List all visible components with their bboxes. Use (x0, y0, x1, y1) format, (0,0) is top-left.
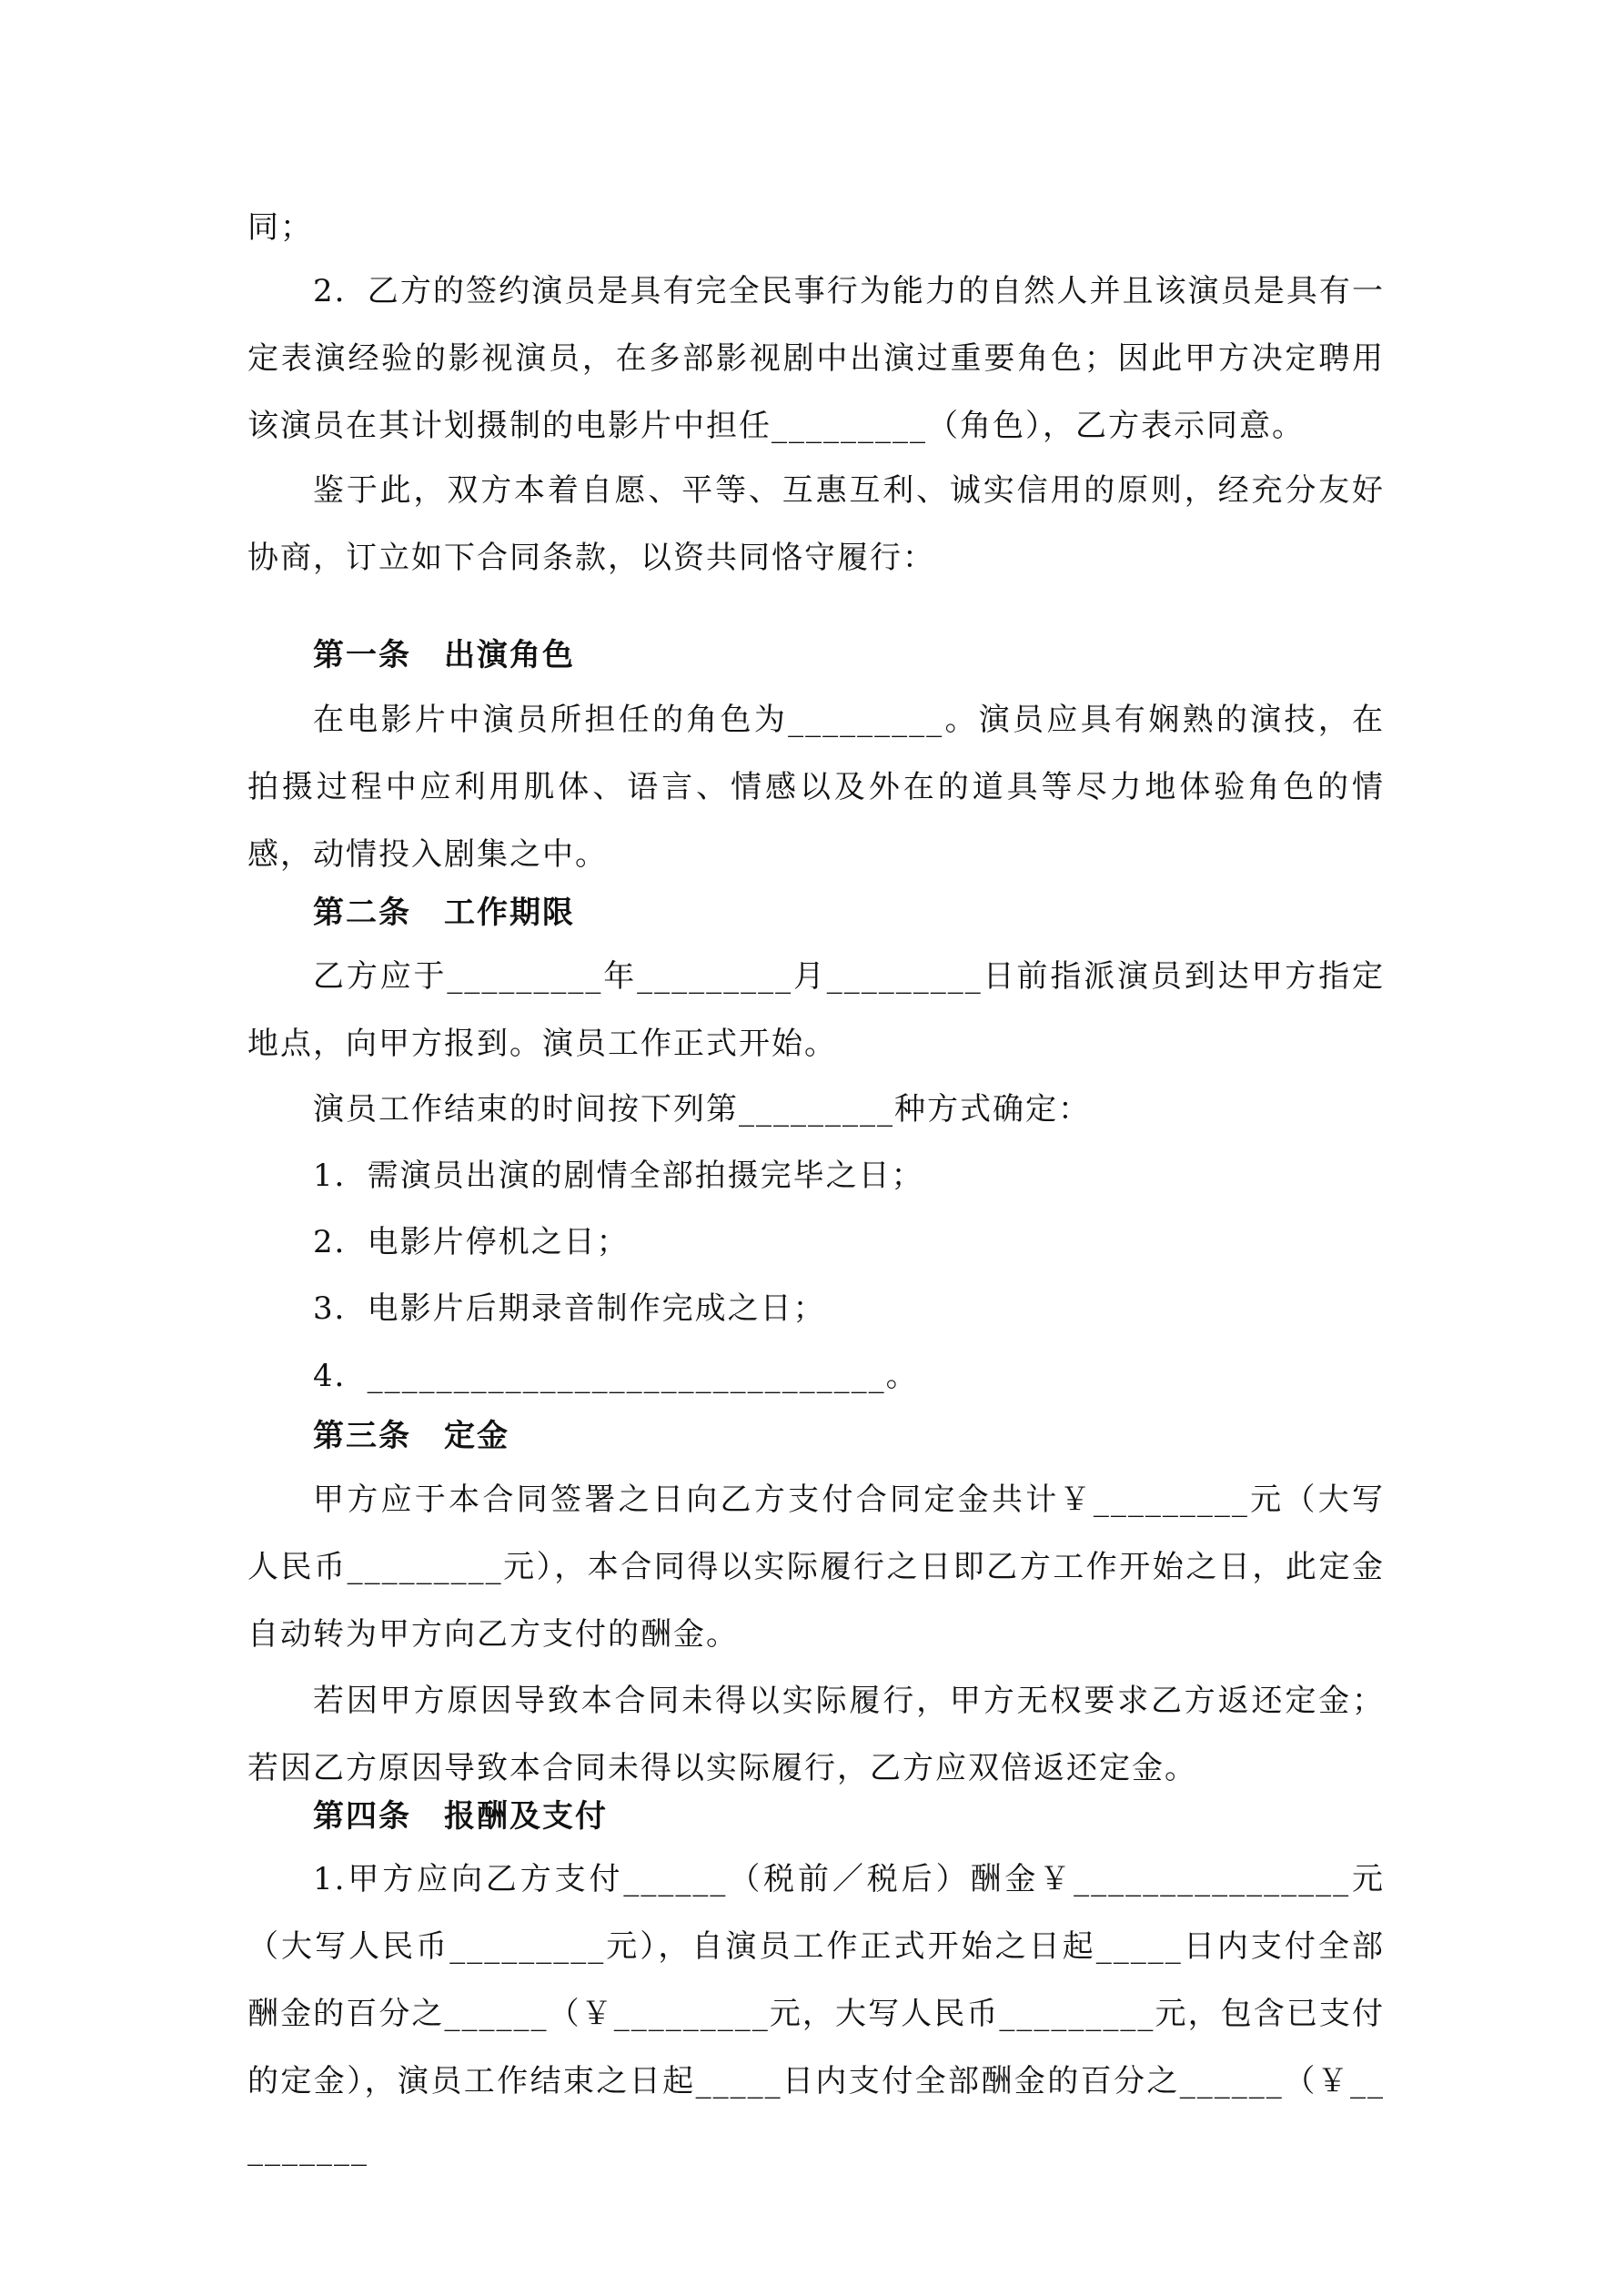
continuation-line: 同； (247, 209, 313, 246)
option-1: 1．需演员出演的剧情全部拍摄完毕之日； (313, 1158, 924, 1194)
paragraph-actor-qualification: 2．乙方的签约演员是具有完全民事行为能力的自然人并且该演员是具有一定表演经验的影视演员，在多部影视剧中出演过重要角色；因此甲方决定聘用该演员在其计划摄制的电影片中担任_________（角色），乙方表示同意。 (247, 273, 1385, 444)
article-2-end-method: 演员工作结束的时间按下列第_________种方式确定： (313, 1091, 1091, 1128)
option-3: 3．电影片后期录音制作完成之日； (313, 1290, 826, 1327)
article-2-heading: 第二条 工作期限 (313, 895, 575, 931)
article-4-heading: 第四条 报酬及支付 (313, 1798, 608, 1835)
article-1-heading: 第一条 出演角色 (313, 637, 575, 673)
article-1-text: 在电影片中演员所担任的角色为_________。演员应具有娴熟的演技，在拍摄过程中应利用肌体、语言、情感以及外在的道具等尽力地体验角色的情感，动情投入剧集之中。 (247, 702, 1385, 873)
article-4-text: 1.甲方应向乙方支付______（税前／税后）酬金￥________________元（大写人民币_________元），自演员工作正式开始之日起_____日内支付全部酬金的百分之______（￥_________元，大写人民币_________元，包含已支付的定金），演员工作结束之日起_____日内支付全部酬金的百分之______（￥_________ (247, 1861, 1385, 2167)
article-3-text-2: 若因甲方原因导致本合同未得以实际履行，甲方无权要求乙方返还定金；若因乙方原因导致本合同未得以实际履行，乙方应双倍返还定金。 (247, 1683, 1385, 1786)
article-3-text: 甲方应于本合同签署之日向乙方支付合同定金共计￥_________元（大写人民币_________元），本合同得以实际履行之日即乙方工作开始之日，此定金自动转为甲方向乙方支付的酬金。 (247, 1482, 1385, 1653)
article-3-heading: 第三条 定金 (313, 1418, 509, 1454)
article-2-text: 乙方应于_________年_________月_________日前指派演员到达甲方指定地点，向甲方报到。演员工作正式开始。 (247, 958, 1385, 1062)
paragraph-whereas: 鉴于此，双方本着自愿、平等、互惠互利、诚实信用的原则，经充分友好协商，订立如下合同条款，以资共同恪守履行： (247, 472, 1385, 576)
option-4: 4．______________________________。 (313, 1358, 919, 1394)
option-2: 2．电影片停机之日； (313, 1224, 630, 1260)
